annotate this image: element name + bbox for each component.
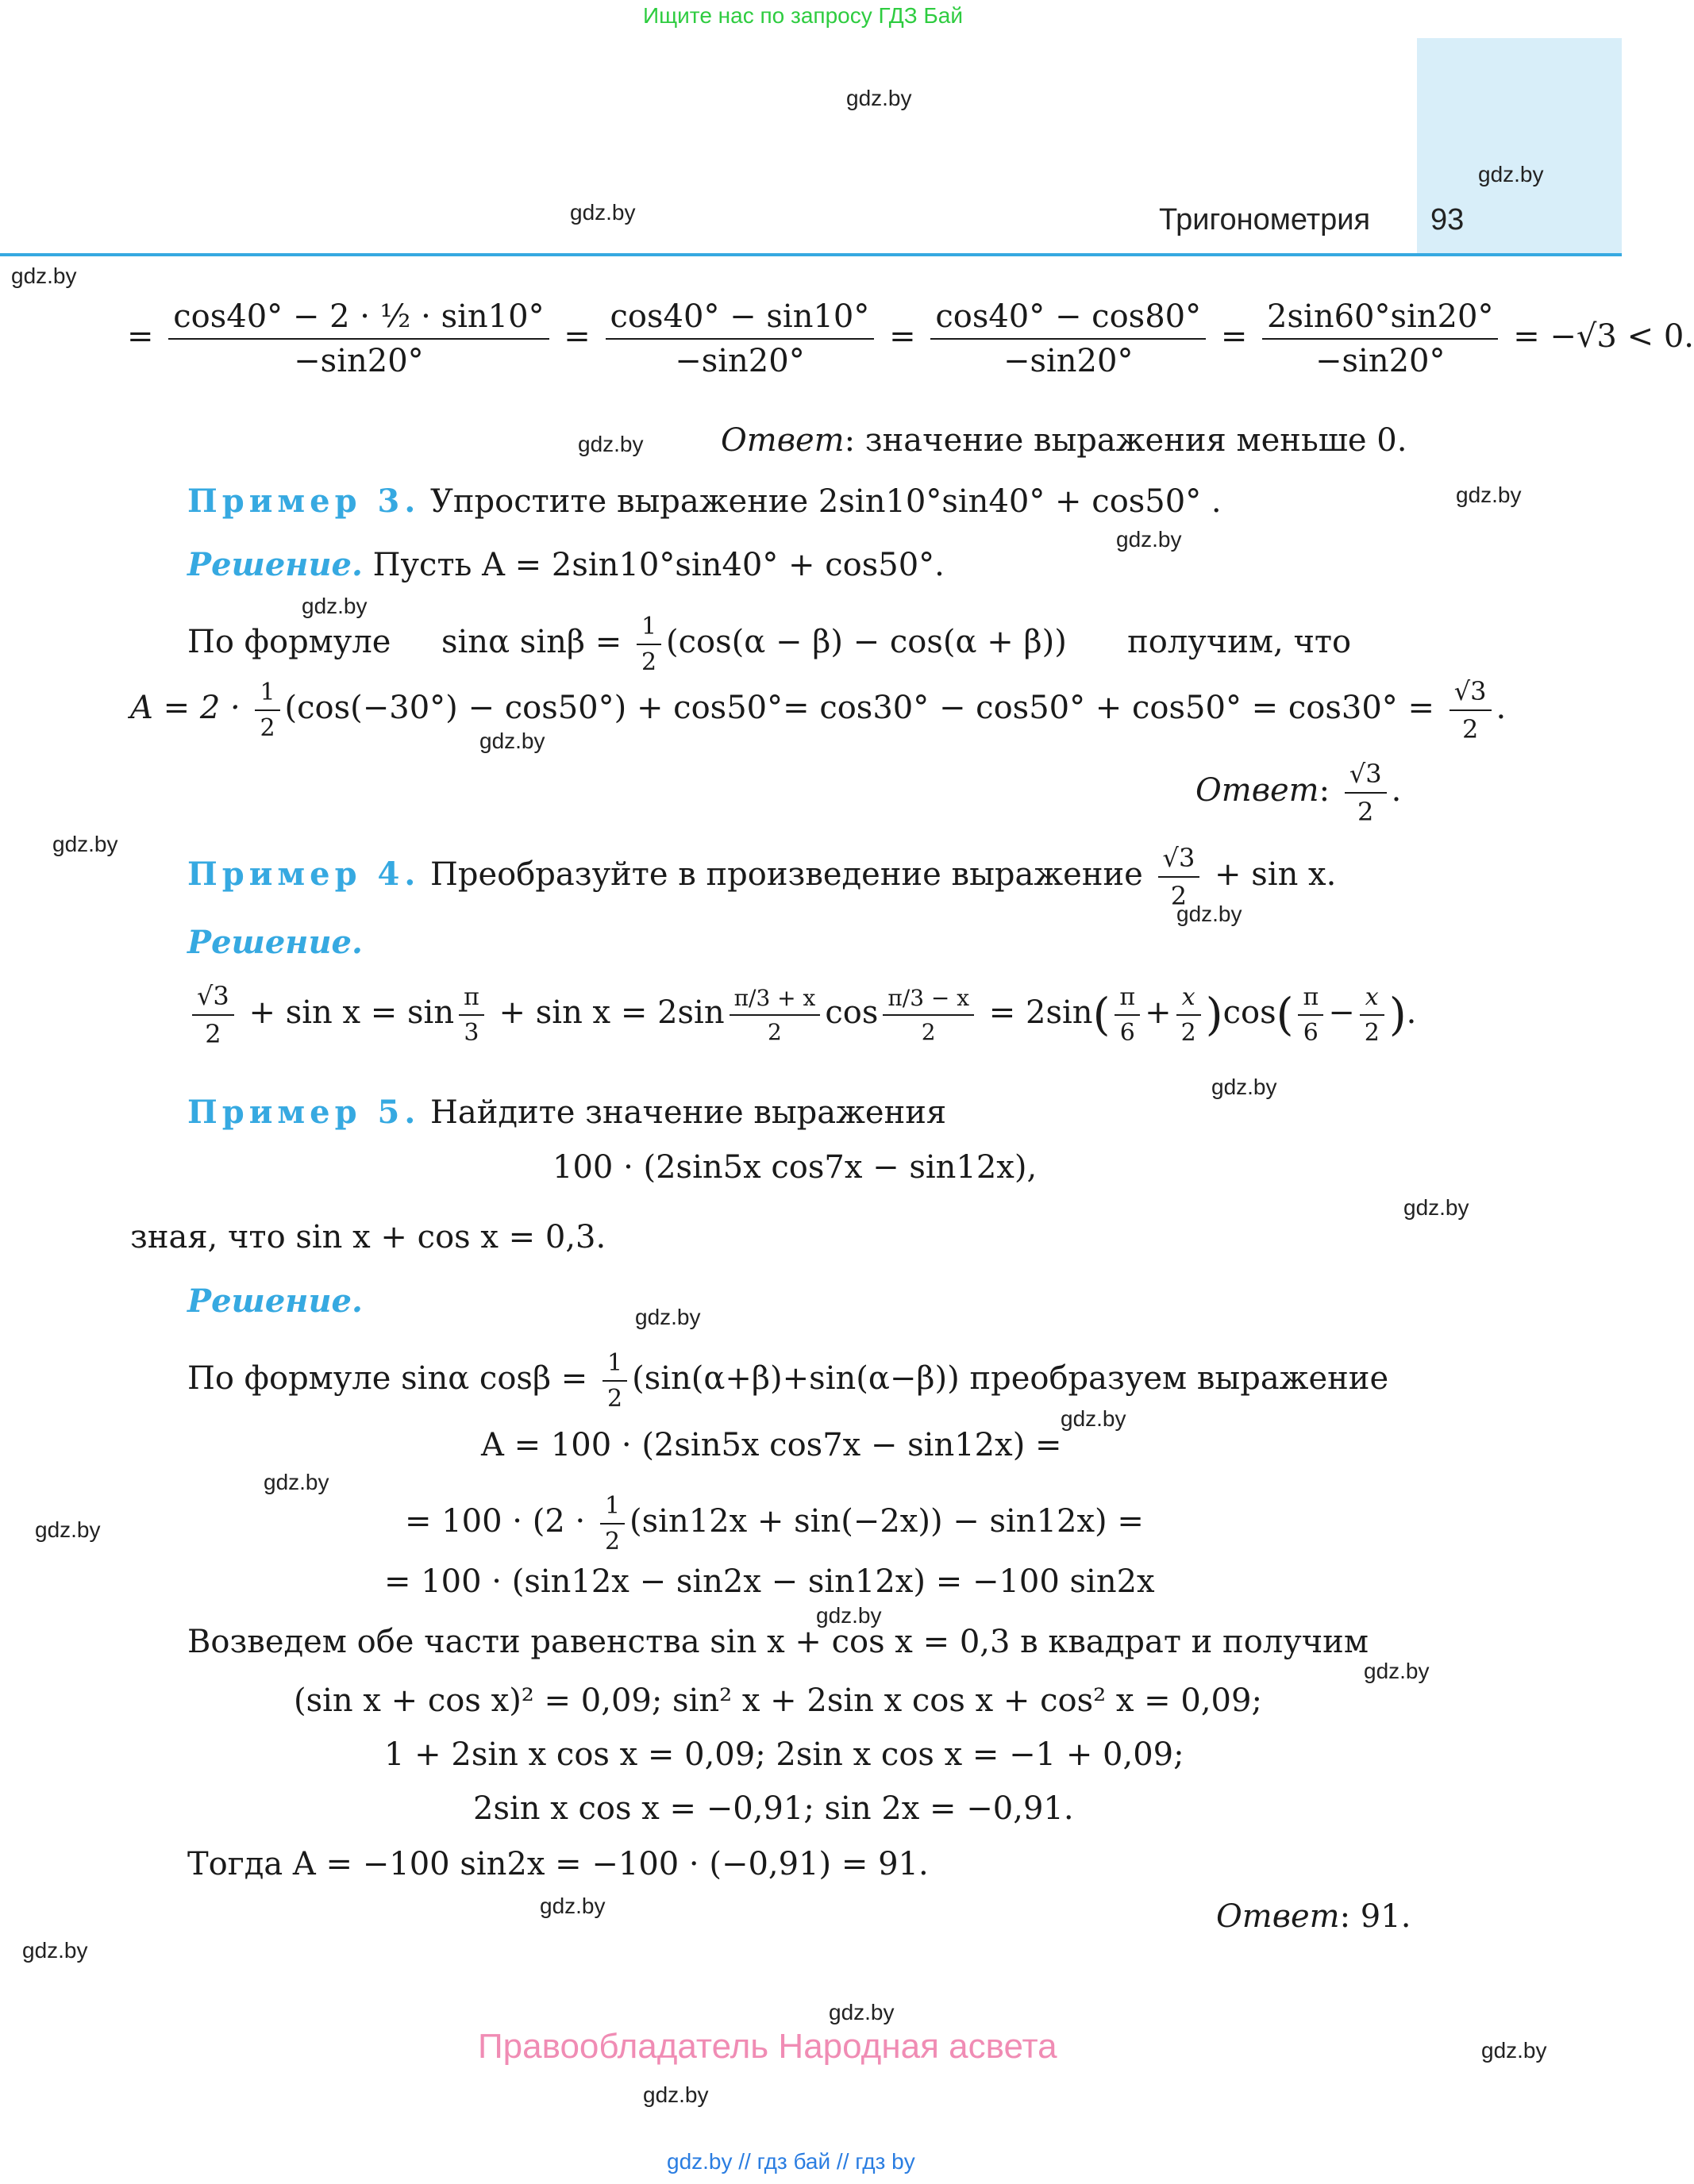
fraction: $\frac{√3}{2}$ xyxy=(192,981,234,1049)
fraction: $\frac{√3}{2}$ xyxy=(1158,843,1200,911)
watermark: gdz.by xyxy=(1456,483,1522,507)
watermark: gdz.by xyxy=(1481,2038,1547,2063)
example-5-formula-line: По формуле sinα cosβ = $\frac{1}{2}$ (sin(α+β)+sin(α−β)) преобразуем выражение xyxy=(187,1349,1389,1413)
example-5-step-2: = 100 · (2 · $\frac{1}{2}$ (sin12x + sin(−2x)) − sin12x) = xyxy=(405,1492,1144,1555)
fraction: $\frac{√3}{2}$ xyxy=(1345,759,1387,827)
example-3-result-line: A = 2 · $\frac{1}{2}$ (cos(−30°) − cos50°) + cos50°= cos30° − cos50° + cos50° = cos30° = $\frac{√3}{2}$ . xyxy=(130,676,1507,744)
watermark: gdz.by xyxy=(52,832,118,856)
fraction: $\frac{\pi}{6}$ xyxy=(1298,983,1323,1047)
watermark: gdz.by xyxy=(643,2082,709,2107)
watermark: gdz.by xyxy=(1364,1659,1430,1683)
watermark: gdz.by xyxy=(1403,1195,1469,1220)
fraction: $\frac{1}{2}$ xyxy=(603,1349,627,1413)
example-5-then: Тогда A = −100 sin2x = −100 · (−0,91) = 91. xyxy=(187,1846,929,1882)
example-4-transform: $\frac{√3}{2}$ + sin x = sin $\frac{\pi}{3}$ + sin x = 2sin $\frac{\pi/3 + x}{2}$ cos $\frac{\pi/3 - x}{2}$ = 2sin( $\frac{\pi}{6}$ + $\frac{x}{2}$ )cos( $\frac{\pi}{6}$ − $\frac{x}{2}$ ). xyxy=(187,981,1416,1049)
watermark: gdz.by xyxy=(1478,162,1544,186)
watermark: gdz.by xyxy=(570,200,636,225)
fraction: $\frac{\pi/3 + x}{2}$ xyxy=(730,985,821,1045)
fraction: $\frac{\pi}{3}$ xyxy=(459,983,484,1047)
example-5-heading: Пример 5. Найдите значение выражения xyxy=(187,1094,947,1131)
example-5-expression: 100 · (2sin5x cos7x − sin12x), xyxy=(552,1149,1038,1186)
running-head: Тригонометрия xyxy=(1159,203,1371,236)
example-3-heading: Пример 3. Упростите выражение 2sin10°sin40° + cos50° . xyxy=(187,483,1222,520)
example-5-square-text: Возведем обе части равенства sin x + cos x = 0,3 в квадрат и получим xyxy=(187,1624,1369,1660)
watermark: gdz.by xyxy=(540,1894,606,1918)
fraction: $\frac{\pi}{6}$ xyxy=(1115,983,1140,1047)
fraction: $\frac{2\sin 60^\circ\sin 20^\circ}{-\sin 20^\circ}$ xyxy=(1262,298,1498,379)
fraction: $\frac{x}{2}$ xyxy=(1176,983,1201,1047)
answer-3: Ответ: $\frac{√3}{2}$ . xyxy=(1195,759,1402,827)
fraction: $\frac{1}{2}$ xyxy=(600,1492,625,1555)
fraction: $\frac{\text{cos40° − 2 · ½ · sin10°}}{-\sin 20^\circ}$ xyxy=(168,298,549,379)
fraction: $\frac{\cos 40^\circ - \sin 10^\circ}{-\sin 20^\circ}$ xyxy=(606,298,875,379)
watermark: gdz.by xyxy=(1176,902,1242,926)
watermark: gdz.by xyxy=(816,1603,882,1628)
watermark: gdz.by xyxy=(35,1517,101,1542)
example-3-formula-line: По формуле sinα sinβ = $\frac{1}{2}$ (cos(α − β) − cos(α + β)) получим, что xyxy=(187,613,1352,676)
example-5-step-1: A = 100 · (2sin5x cos7x − sin12x) = xyxy=(481,1427,1062,1463)
example-4-heading: Пример 4. Преобразуйте в произведение выражение $\frac{√3}{2}$ + sin x. xyxy=(187,843,1337,911)
answer-1: Ответ: значение выражения меньше 0. xyxy=(721,422,1407,459)
top-banner: Ищите нас по запросу ГДЗ Бай xyxy=(643,3,964,28)
example-4-solution-label: Решение. xyxy=(187,924,363,961)
example-5-solution-label: Решение. xyxy=(187,1282,363,1320)
equation-chain: = $\frac{\text{cos40° − 2 · ½ · sin10°}}{-\sin 20^\circ}$ = $\frac{\cos 40^\circ - \sin 10^\circ}{-\sin 20^\circ}$ = $\frac{\cos 40^\circ - \cos 80^\circ}{-\sin 20^\circ}$ = $\frac{2\sin 60^\circ\sin 20^\circ}{-\sin 20^\circ}$ = −√3 < 0. xyxy=(127,298,1694,379)
watermark: gdz.by xyxy=(578,432,644,456)
fraction: $\frac{\pi/3 - x}{2}$ xyxy=(883,985,974,1045)
fraction: $\frac{\cos 40^\circ - \cos 80^\circ}{-\sin 20^\circ}$ xyxy=(930,298,1206,379)
watermark: gdz.by xyxy=(1061,1406,1126,1431)
footer-links[interactable]: gdz.by // гдз бай // гдз by xyxy=(667,2149,915,2174)
example-5-step-3: = 100 · (sin12x − sin2x − sin12x) = −100 sin2x xyxy=(384,1563,1155,1600)
watermark: gdz.by xyxy=(846,86,912,110)
watermark: gdz.by xyxy=(11,263,77,288)
example-5-square-2: 1 + 2sin x cos x = 0,09; 2sin x cos x = −1 + 0,09; xyxy=(384,1736,1184,1773)
example-5-given: зная, что sin x + cos x = 0,3. xyxy=(130,1219,606,1255)
header-rule xyxy=(0,253,1622,256)
example-5-square-1: (sin x + cos x)² = 0,09; sin² x + 2sin x cos x + cos² x = 0,09; xyxy=(294,1682,1262,1719)
page-number: 93 xyxy=(1430,203,1465,236)
fraction: $\frac{1}{2}$ xyxy=(255,679,279,742)
copyright: Правообладатель Народная асвета xyxy=(478,2027,1057,2066)
watermark: gdz.by xyxy=(635,1305,701,1329)
fraction: $\frac{1}{2}$ xyxy=(637,613,661,676)
watermark: gdz.by xyxy=(22,1938,88,1963)
watermark: gdz.by xyxy=(829,2000,895,2024)
answer-5: Ответ: 91. xyxy=(1216,1898,1411,1935)
watermark: gdz.by xyxy=(479,729,545,753)
example-5-square-3: 2sin x cos x = −0,91; sin 2x = −0,91. xyxy=(473,1790,1074,1827)
fraction: $\frac{√3}{2}$ xyxy=(1450,676,1492,744)
watermark: gdz.by xyxy=(264,1470,329,1494)
watermark: gdz.by xyxy=(1211,1075,1277,1099)
example-3-solution: Решение. Пусть A = 2sin10°sin40° + cos50°. xyxy=(187,546,945,583)
watermark: gdz.by xyxy=(302,594,368,618)
watermark: gdz.by xyxy=(1116,527,1182,552)
fraction: $\frac{x}{2}$ xyxy=(1360,983,1384,1047)
